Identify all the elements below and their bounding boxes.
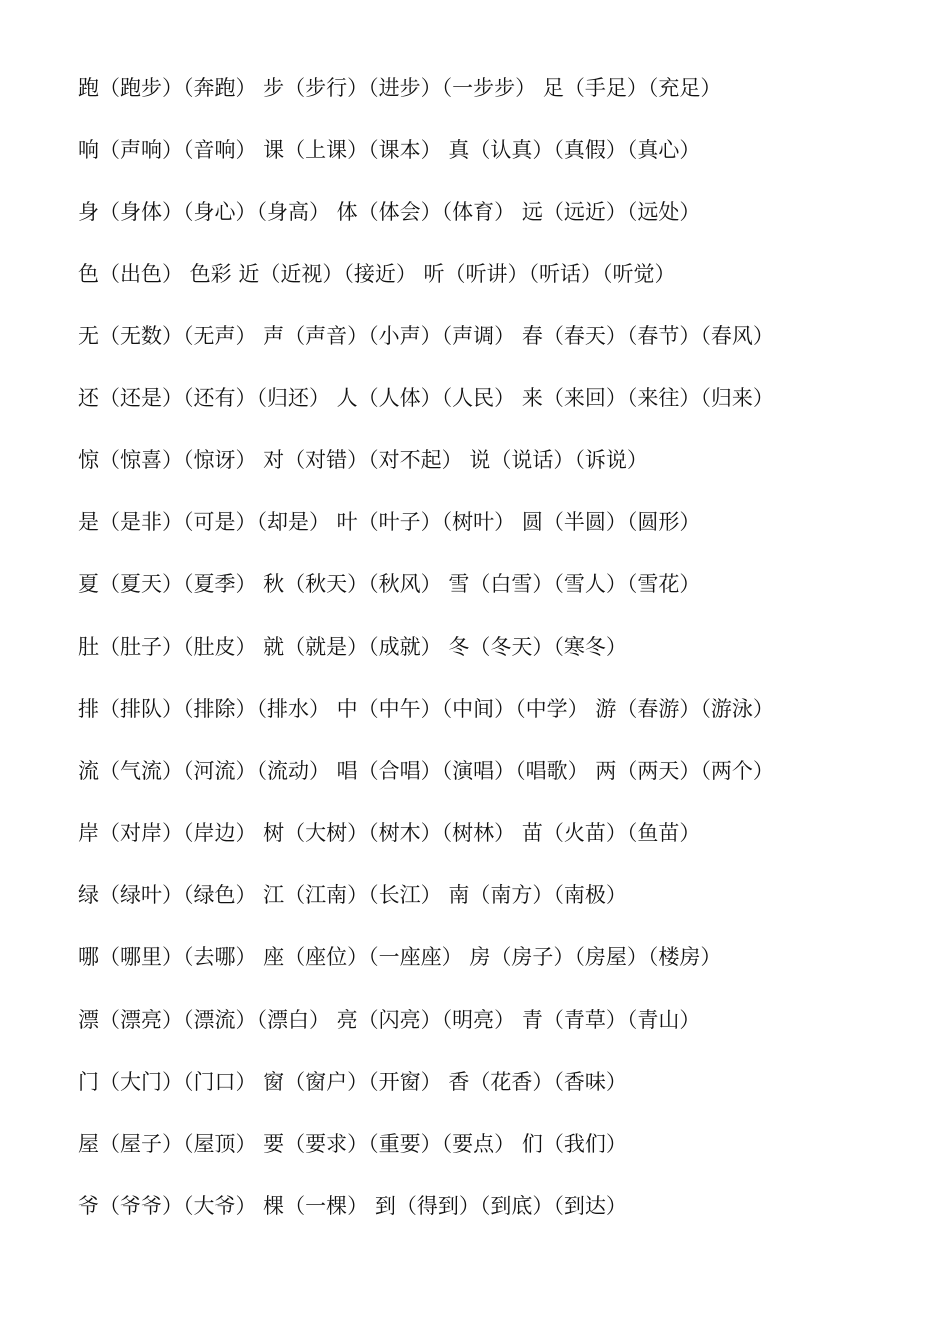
vocab-line-3: 身（身体）（身心）（身高） 体（体会）（体育） 远（远近）（远处） — [78, 200, 701, 224]
vocab-line-18: 屋（屋子）（屋顶） 要（要求）（重要）（要点） 们（我们） — [78, 1132, 627, 1156]
vocab-line-11: 排（排队）（排除）（排水） 中（中午）（中间）（中学） 游（春游）（游泳） — [78, 697, 774, 721]
vocab-line-17: 门（大门）（门口） 窗（窗户）（开窗） 香（花香）（香味） — [78, 1070, 627, 1094]
vocab-line-15: 哪（哪里）（去哪） 座（座位）（一座座） 房（房子）（房屋）（楼房） — [78, 945, 722, 969]
vocab-line-5: 无（无数）（无声） 声（声音）（小声）（声调） 春（春天）（春节）（春风） — [78, 324, 774, 348]
vocab-line-9: 夏（夏天）（夏季） 秋（秋天）（秋风） 雪（白雪）（雪人）（雪花） — [78, 572, 701, 596]
vocab-line-7: 惊（惊喜）（惊讶） 对（对错）（对不起） 说（说话）（诉说） — [78, 448, 648, 472]
vocab-line-16: 漂（漂亮）（漂流）（漂白） 亮（闪亮）（明亮） 青（青草）（青山） — [78, 1008, 701, 1032]
vocab-line-8: 是（是非）（可是）（却是） 叶（叶子）（树叶） 圆（半圆）（圆形） — [78, 510, 701, 534]
vocab-line-1: 跑（跑步）（奔跑） 步（步行）（进步）（一步步） 足（手足）（充足） — [78, 76, 722, 100]
vocab-line-14: 绿（绿叶）（绿色） 江（江南）（长江） 南（南方）（南极） — [78, 883, 627, 907]
vocab-line-19: 爷（爷爷）（大爷） 棵（一棵） 到（得到）（到底）（到达） — [78, 1194, 627, 1218]
vocab-line-10: 肚（肚子）（肚皮） 就（就是）（成就） 冬（冬天）（寒冬） — [78, 635, 627, 659]
vocab-line-13: 岸（对岸）（岸边） 树（大树）（树木）（树林） 苗（火苗）（鱼苗） — [78, 821, 701, 845]
vocab-line-2: 响（声响）（音响） 课（上课）（课本） 真（认真）（真假）（真心） — [78, 138, 701, 162]
vocab-line-12: 流（气流）（河流）（流动） 唱（合唱）（演唱）（唱歌） 两（两天）（两个） — [78, 759, 774, 783]
vocab-line-4: 色（出色） 色彩 近（近视）（接近） 听（听讲）（听话）（听觉） — [78, 262, 676, 286]
vocab-line-6: 还（还是）（还有）（归还） 人（人体）（人民） 来（来回）（来往）（归来） — [78, 386, 774, 410]
